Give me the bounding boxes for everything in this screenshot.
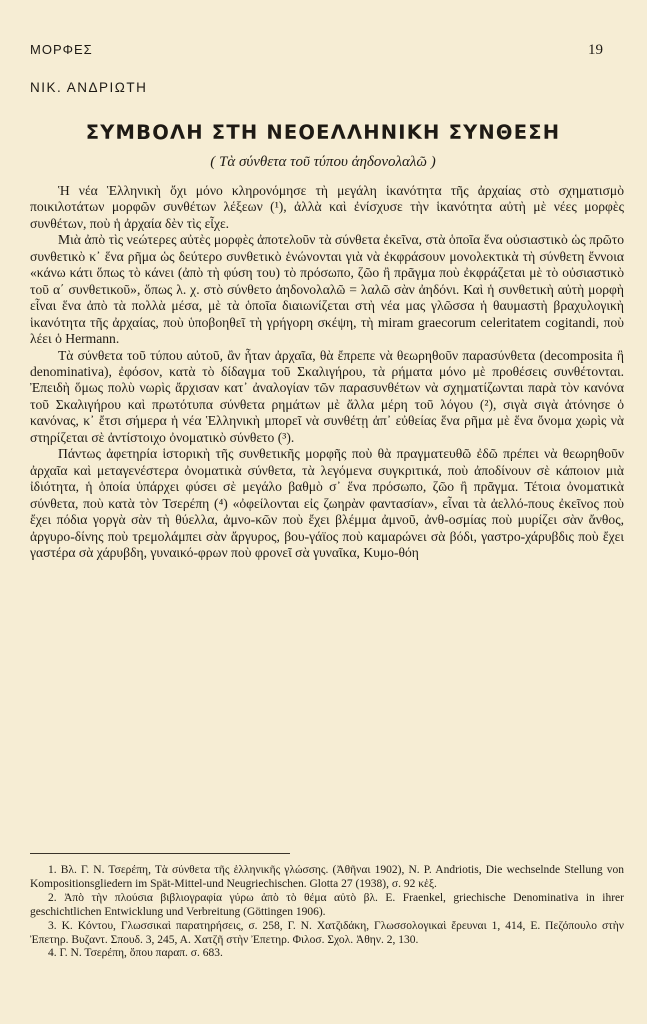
article-body <box>30 183 624 561</box>
body-paragraph: Μιὰ ἀπὸ τὶς νεώτερες αὐτὲς μορφὲς ἀποτελοῦν τὰ σύνθετα ἐκεῖνα, στὰ ὁποῖα ἕνα οὐσιαστικὸ ὡς πρῶτο συνθετικὸ κ᾿ ἕνα ρῆμα ὡς δεύτερο συνθετικὸ ἑνώνονται γιὰ νὰ ἐκφράσουν μονολεκτικὰ τὴ σύνθετη ἔννοια «κάνω κάτι ὅπως τὸ κάνει (ἀπὸ τὴ φύση του) τὸ πρόσωπο, ζῶο ἢ πρᾶγμα ποὺ ἐκφράζεται μὲ τὸ οὐσιαστικὸ τοῦ α΄ συνθετικοῦ», ὅπως λ. χ. στὸ σύνθετο ἀηδονολαλῶ = λαλῶ σὰν ἀηδόνι. Καὶ ἡ συνθετικὴ αὐτὴ μορφὴ εἶναι ἕνα ἀπὸ τὰ πολλὰ μέσα, μὲ τὰ ὁποῖα διαιωνίζεται στὴ νέα μας γλῶσσα ἡ θαυμαστὴ βραχυλογικὴ ἱκανότητα τῆς ἀρχαίας, ποὺ ὑποβοηθεῖ τὴ γρήγορη σκέψη, τὴ miram graecorum celeritatem cogitandi, ποὺ λέει ὁ Hermann. <box>30 232 624 347</box>
footnote-divider <box>30 853 290 854</box>
footnote: 1. Βλ. Γ. Ν. Τσερέπη, Τὰ σύνθετα τῆς ἑλληνικῆς γλώσσης. (Ἀθῆναι 1902), N. P. Andriotis, Die wechselnde Stellung von Kompositionsgliedern im Spät-Mittel-und Neugriechischen. Glotta 27 (1938), σ. 92 κἑξ. <box>30 864 624 890</box>
footnotes <box>30 864 624 961</box>
article-subtitle: ( Τὰ σύνθετα τοῦ τύπου ἀηδονολαλῶ ) <box>210 154 436 170</box>
body-paragraph: Τὰ σύνθετα τοῦ τύπου αὐτοῦ, ἂν ἦταν ἀρχαῖα, θὰ ἔπρεπε νὰ θεωρηθοῦν παρασύνθετα (decomposita ἢ denominativa), ἐφόσον, κατὰ τὸ δίδαγμα τοῦ Σκαλιγήρου, τὰ ρήματα μόνο μὲ προθέσεις συνθέτονται. Ἐπειδὴ ὅμως πολὺ νωρὶς ἄρχισαν κατ᾿ ἀναλογίαν τῶν παρασυνθέτων νὰ σχηματίζωνται παρὰ τὸν κανόνα τοῦ Σκαλιγήρου καὶ πρωτότυπα σύνθετα ρημάτων μὲ ἄλλα μέρη τοῦ λόγου (²), σιγὰ σιγὰ ἀτόνησε ὁ κανόνας, κ᾿ ἔτσι σήμερα ἡ νέα Ἑλληνικὴ μπορεῖ νὰ συνθέτῃ ἀπ᾿ εὐθείας ἕνα ρῆμα μὲ ἕνα ὄνομα χωρὶς νὰ στηρίζεται σὲ ἀντίστοιχο ὀνοματικὸ σύνθετο (³). <box>30 347 624 445</box>
footnote: 4. Γ. Ν. Τσερέπη, ὅπου παραπ. σ. 683. <box>48 947 223 960</box>
author-name: ΝΙΚ. ΑΝΔΡΙΩΤΗ <box>30 80 148 95</box>
footnote: 2. Ἀπὸ τὴν πλούσια βιβλιογραφία γύρω ἀπὸ τὸ θέμα αὐτὸ βλ. E. Fraenkel, griechische Denominativa in ihrer geschichtlichen Entwicklung und Verbreitung (Göttingen 1906). <box>30 891 624 918</box>
body-paragraph: Ἡ νέα Ἑλληνικὴ ὄχι μόνο κληρονόμησε τὴ μεγάλη ἱκανότητα τῆς ἀρχαίας στὸ σχηματισμὸ ποικιλοτάτων μορφῶν συνθέτων λέξεων (¹), ἀλλὰ καὶ ἐνίσχυσε τὴν ἱκανότητα αὐτὴ μὲ νέες μορφὲς συνθέτων, ποὺ ἡ ἀρχαία δὲν τὶς εἶχε. <box>30 183 624 231</box>
running-header-journal: ΜΟΡΦΕΣ <box>30 42 93 57</box>
body-paragraph: Πάντως ἀφετηρία ἱστορικὴ τῆς συνθετικῆς μορφῆς ποὺ θὰ πραγματευθῶ ἐδῶ πρέπει νὰ θεωρηθοῦν ἀρχαῖα καὶ μεταγενέστερα ὀνοματικὰ σύνθετα, τὰ λεγόμενα συγκριτικά, ποὺ ἀποδίνουν σὲ κάποιον μιὰ ἰδιότητα, ἡ ὁποία ὑπάρχει φύσει σὲ μεγάλο βαθμὸ σ᾿ ἕνα πρόσωπο, ζῶο ἢ πρᾶγμα. Τέτοια ὀνοματικὰ σύνθετα, ποὺ κατὰ τὸν Τσερέπη (⁴) «ὀφείλονται εἰς ζωηρὰν φαντασίαν», εἶναι τὰ ἀελλό-πους ἐκεῖνος ποὺ ἔχει πόδια γοργὰ σὰν τὴ θύελλα, ἀμνο-κῶν ποὺ ἔχει βλέμμα ἀμνοῦ, ἀνθ-οσμίας ποὺ μυρίζει σὰν ἄνθος, ἀργυρο-δίνης ποὺ τρεμολάμπει σὰν ἄργυρος, βου-γάϊος ποὺ καμαρώνει σὰ βόδι, γαστρο-χάρυβδις ποὺ ἔχει γαστέρα σὰ χάρυβδη, γυναικό-φρων ποὺ φρονεῖ σὰ γυναῖκα, Κυμο-θόη <box>30 446 624 560</box>
article-title: ΣΥΜΒΟΛΗ ΣΤΗ ΝΕΟΕΛΛΗΝΙΚΗ ΣΥΝΘΕΣΗ <box>85 121 561 144</box>
page-number: 19 <box>588 42 603 58</box>
footnote: 3. Κ. Κόντου, Γλωσσικαὶ παρατηρήσεις, σ. 258, Γ. Ν. Χατζιδάκη, Γλωσσολογικαὶ ἔρευναι 1, 414, Ε. Πεζόπουλο στὴν Ἐπετηρ. Βυζαντ. Σπουδ. 3, 245, Α. Χατζῆ στὴν Ἐπετηρ. Φιλοσ. Σχολ. Ἀθην. 2, 130. <box>30 919 624 946</box>
